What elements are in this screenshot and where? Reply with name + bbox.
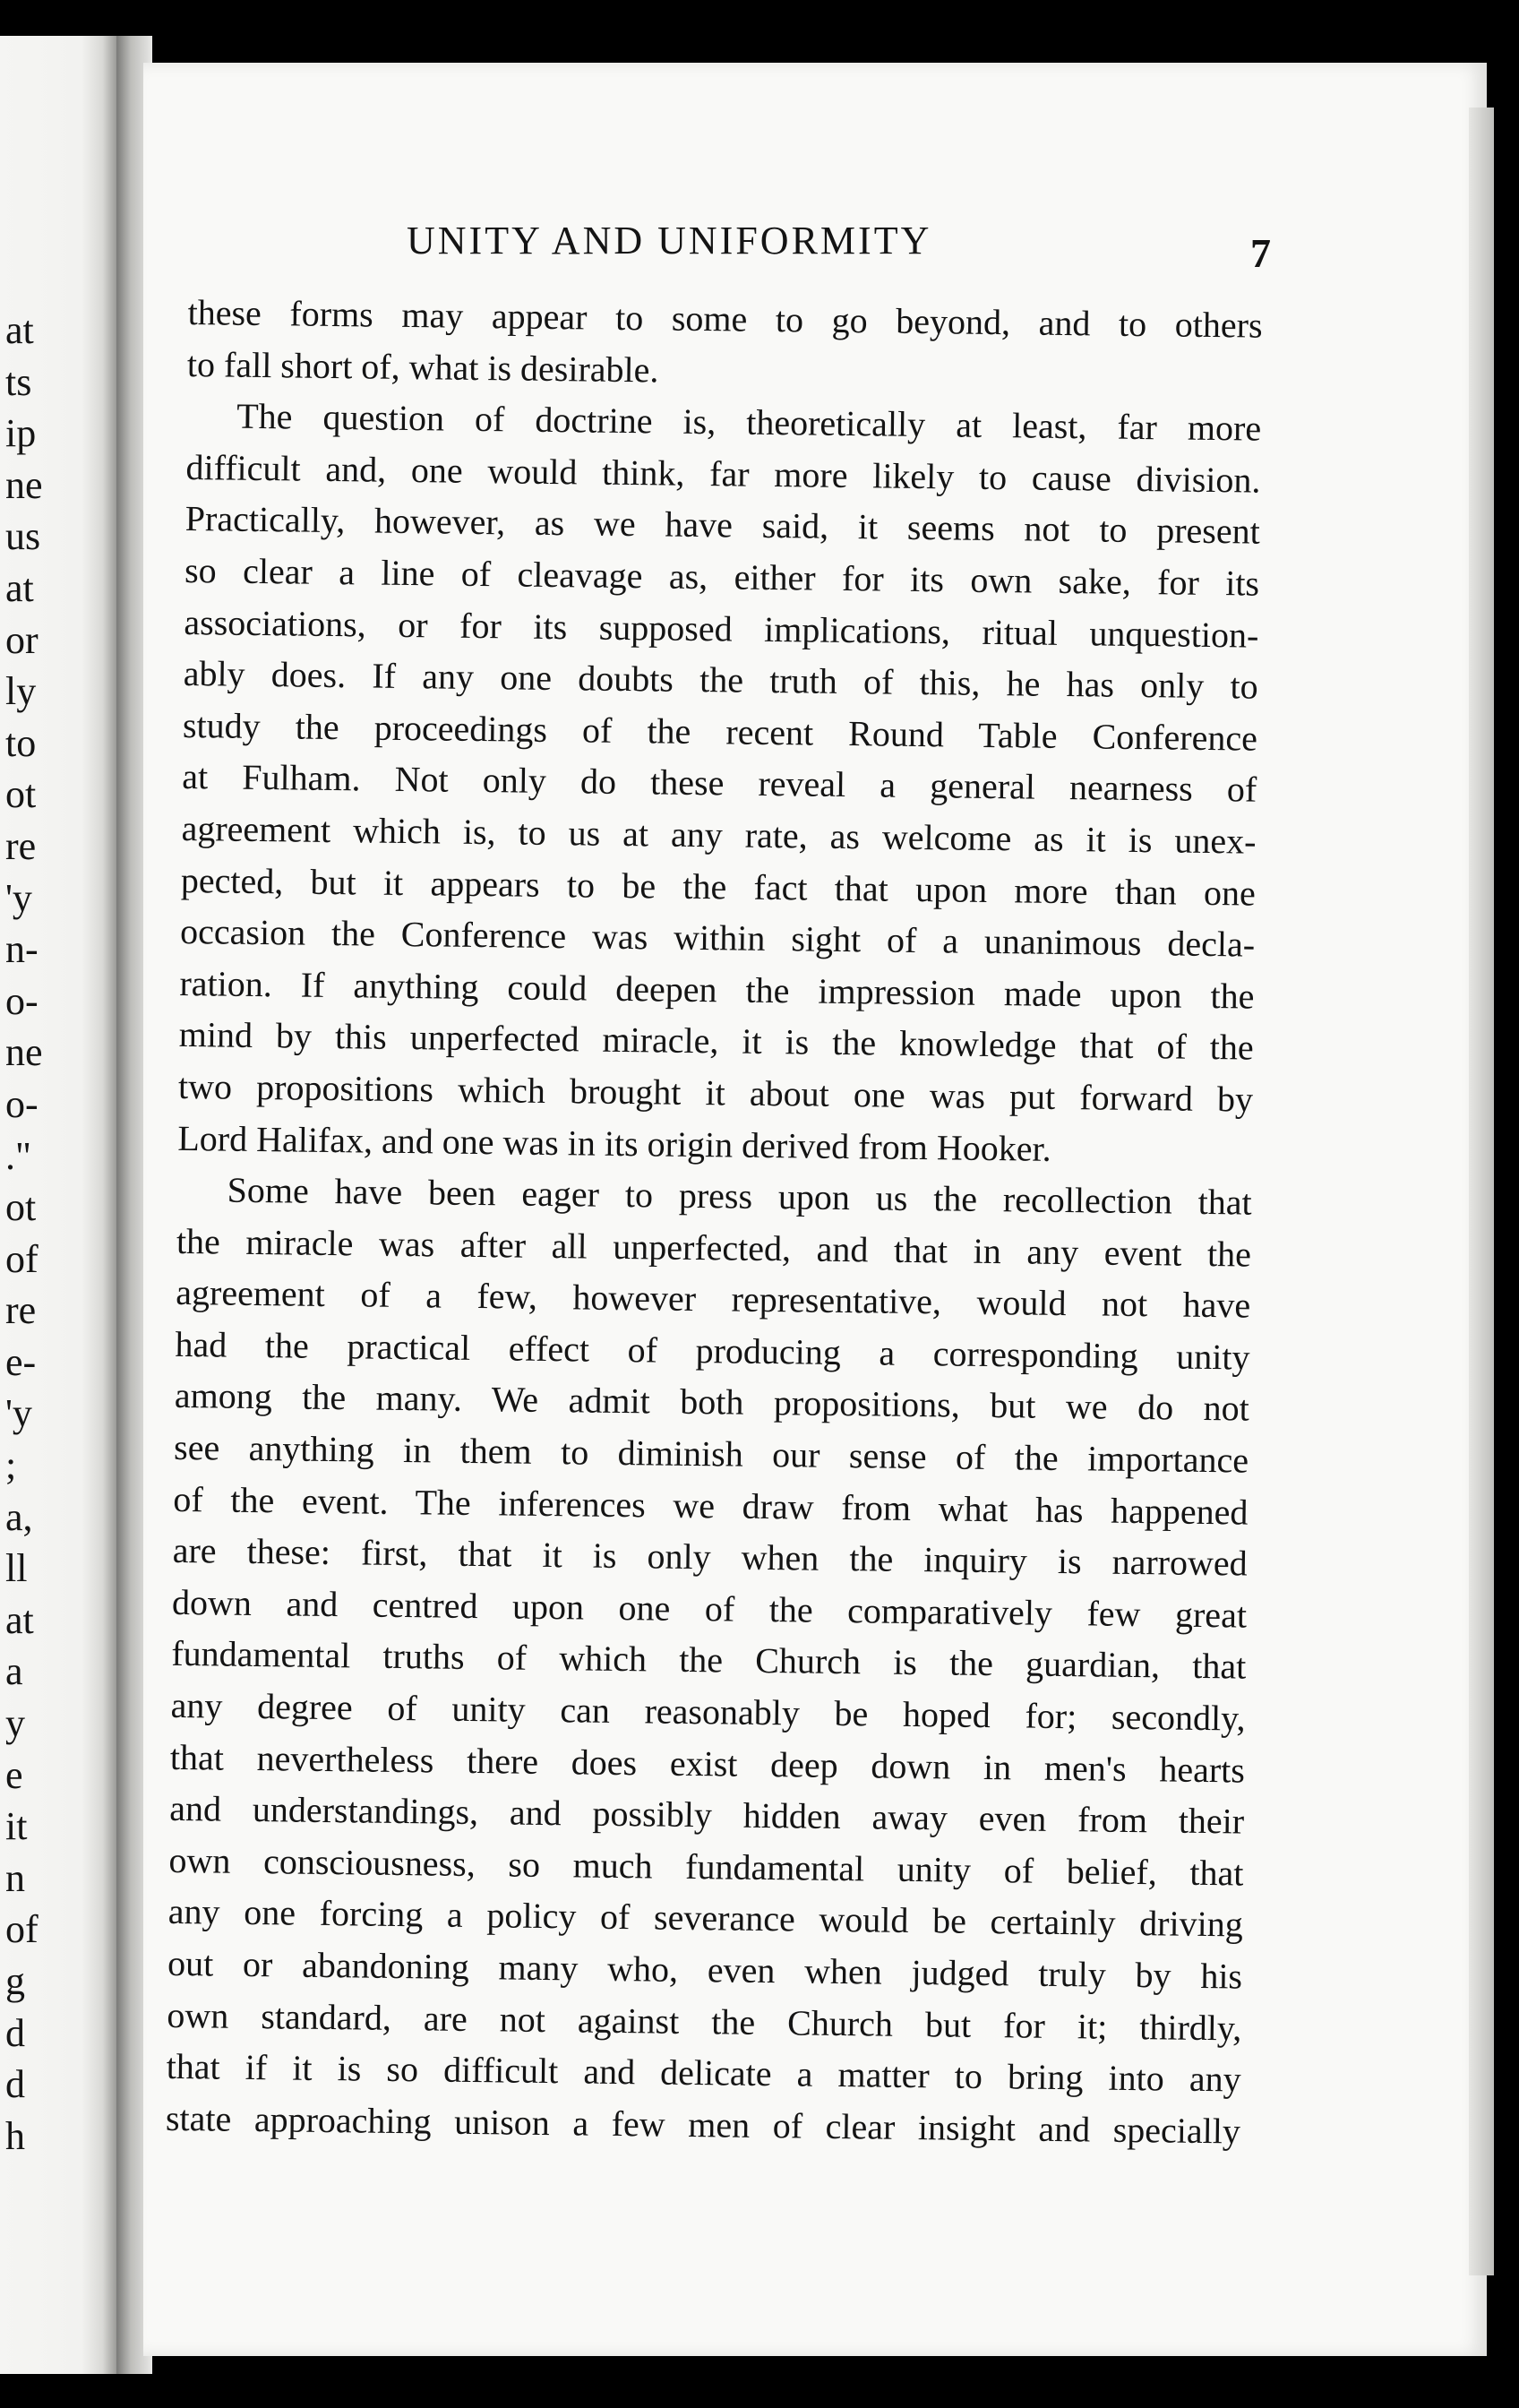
text-line: so clear a line of cleavage as, either for its own sake, for its xyxy=(184,549,1260,604)
text-line: difficult and, one would think, far more likely to cause division. xyxy=(185,446,1261,501)
previous-page-text-fragments xyxy=(5,305,113,2162)
previous-page-fragment: of xyxy=(5,1236,39,1281)
previous-page-fragment: ne xyxy=(5,1030,43,1075)
previous-page-fragment: e xyxy=(5,1752,23,1797)
previous-page-fragment: at xyxy=(5,308,34,352)
text-line: among the many. We admit both propositions, but we do not xyxy=(174,1375,1250,1430)
text-line: to fall short of, what is desirable. xyxy=(186,343,659,391)
text-line: two propositions which brought it about one was put forward by xyxy=(177,1065,1254,1120)
text-line: that nevertheless there does exist deep down in men's hearts xyxy=(169,1736,1246,1791)
previous-page-fragment: ly xyxy=(5,669,37,714)
text-line: Lord Halifax, and one was in its origin derived from Hooker. xyxy=(177,1117,1051,1169)
text-line: that if it is so difficult and delicate a matter to bring into any xyxy=(166,2046,1241,2100)
previous-page-fragment: of xyxy=(5,1907,39,1952)
text-line: associations, or for its supposed implications, ritual unquestion- xyxy=(184,601,1259,656)
text-line: the miracle was after all unperfected, and that in any event the xyxy=(176,1220,1252,1275)
previous-page-fragment: us xyxy=(5,514,41,559)
previous-page-fragment: ne xyxy=(5,462,43,507)
previous-page-fragment: n- xyxy=(5,927,39,972)
previous-page-fragment: ; xyxy=(5,1443,17,1488)
previous-page-fragment: ip xyxy=(5,411,37,456)
text-line: out or abandoning many who, even when judged truly by his xyxy=(167,1942,1243,1997)
previous-page-fragment: y xyxy=(5,1701,25,1746)
previous-page-fragment: h xyxy=(5,2113,25,2158)
text-line: ration. If anything could deepen the impression made upon the xyxy=(179,962,1255,1017)
previous-page-fragment: ts xyxy=(5,359,32,404)
text-line: own consciousness, so much fundamental unity of belief, that xyxy=(168,1839,1244,1894)
previous-page-fragment: re xyxy=(5,823,37,868)
text-line: study the proceedings of the recent Round Table Conference xyxy=(182,704,1258,759)
previous-page-fragment: d xyxy=(5,2062,25,2107)
previous-page-fragment: it xyxy=(5,1804,28,1849)
previous-page-fragment: at xyxy=(5,1597,34,1642)
text-line: down and centred upon one of the comparatively few great xyxy=(171,1581,1248,1636)
previous-page-fragment: re xyxy=(5,1288,37,1333)
previous-page-fragment: 'y xyxy=(5,1391,32,1436)
text-line: of the event. The inferences we draw from what has happened xyxy=(173,1478,1249,1533)
text-line: Some have been eager to press upon us the recollection that xyxy=(227,1169,1252,1223)
text-line: state approaching unison a few men of clear insight and specially xyxy=(165,2097,1241,2152)
previous-page-fragment: e- xyxy=(5,1339,37,1384)
text-line: pected, but it appears to be the fact that upon more than one xyxy=(180,859,1257,914)
text-line: any one forcing a policy of severance would be certainly driving xyxy=(167,1891,1244,1945)
text-line: these forms may appear to some to go beyond, and to others xyxy=(187,291,1263,346)
text-line: see anything in them to diminish our sense of the importance xyxy=(173,1426,1249,1481)
previous-page-fragment: or xyxy=(5,617,39,662)
page-number: 7 xyxy=(1250,230,1271,276)
text-line: are these: first, that it is only when the inquiry is narrowed xyxy=(172,1530,1248,1584)
page-edge xyxy=(1469,108,1494,2275)
previous-page-fragment: d xyxy=(5,2010,25,2055)
text-line: at Fulham. Not only do these reveal a general nearness of xyxy=(182,756,1257,810)
text-line: and understandings, and possibly hidden away even from their xyxy=(168,1788,1245,1842)
previous-page-fragment: to xyxy=(5,720,37,765)
text-line: had the practical effect of producing a corresponding unity xyxy=(175,1323,1250,1378)
previous-page-fragment: ot xyxy=(5,1185,37,1230)
text-line: agreement of a few, however representative, would not have xyxy=(176,1272,1251,1326)
text-line: fundamental truths of which the Church is the guardian, that xyxy=(171,1633,1247,1687)
text-line: ably does. If any one doubts the truth of this, he has only to xyxy=(183,653,1258,707)
previous-page-fragment: 'y xyxy=(5,875,32,920)
previous-page-fragment: ." xyxy=(5,1133,31,1178)
text-line: Practically, however, as we have said, it seems not to present xyxy=(185,498,1261,553)
text-line: mind by this unperfected miracle, it is the knowledge that of the xyxy=(178,1014,1254,1068)
text-line: own standard, are not against the Church but for it; thirdly, xyxy=(167,1994,1242,2049)
previous-page-fragment: ot xyxy=(5,772,37,817)
previous-page-fragment: ll xyxy=(5,1546,28,1591)
previous-page-fragment: a xyxy=(5,1649,23,1694)
text-line: occasion the Conference was within sight of a unanimous decla- xyxy=(179,911,1256,965)
previous-page-fragment: o- xyxy=(5,978,39,1023)
previous-page-fragment: o- xyxy=(5,1081,39,1126)
previous-page-fragment: n xyxy=(5,1855,25,1900)
body-text xyxy=(166,287,1263,2157)
previous-page-fragment: a, xyxy=(5,1494,33,1539)
text-line: any degree of unity can reasonably be hoped for; secondly, xyxy=(170,1684,1246,1739)
previous-page-fragment: g xyxy=(5,1959,25,2003)
previous-page-fragment: at xyxy=(5,565,34,610)
text-line: The question of doctrine is, theoretically at least, far more xyxy=(236,395,1262,449)
running-head: UNITY AND UNIFORMITY xyxy=(407,219,932,262)
text-line: agreement which is, to us at any rate, as welcome as it is unex- xyxy=(181,807,1257,862)
previous-page xyxy=(0,36,116,2374)
